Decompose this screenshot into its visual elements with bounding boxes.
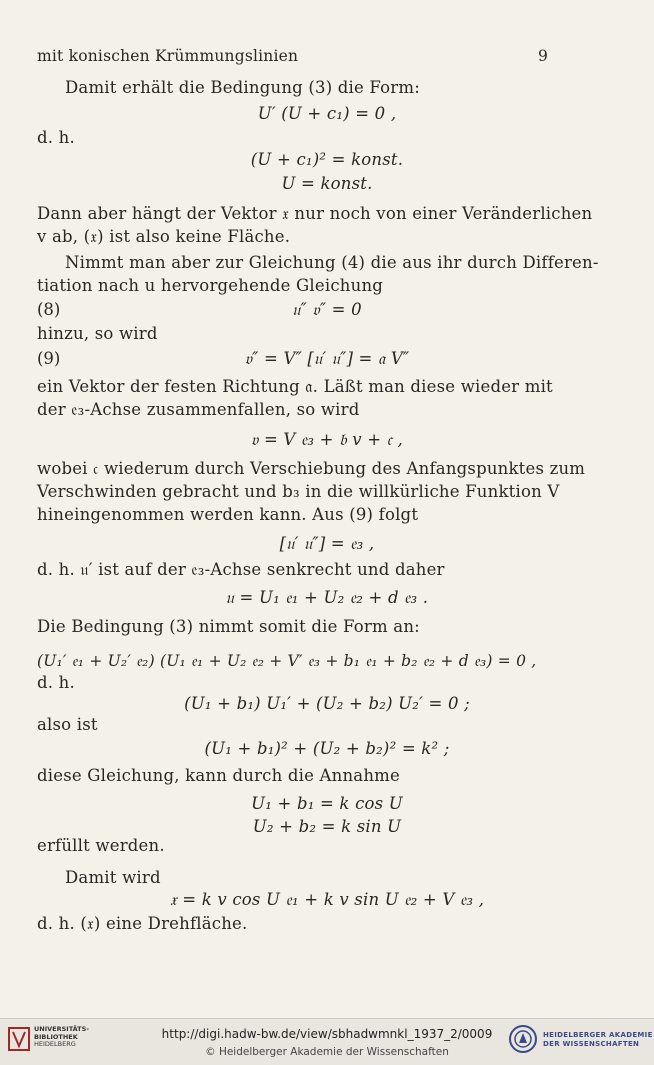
- equation-number: (9): [37, 349, 61, 368]
- equation: (U + c₁)² = konst.: [250, 150, 404, 169]
- text-line: erfüllt werden.: [37, 836, 165, 855]
- equation: U₁ + b₁ = k cos U: [251, 794, 403, 813]
- equation-number: (8): [37, 300, 61, 319]
- text-line: Verschwinden gebracht und b₃ in die willkürliche Funktion V: [37, 482, 560, 501]
- text-line: Nimmt man aber zur Gleichung (4) die aus ihr durch Differen-: [65, 253, 599, 272]
- text-line: hinzu, so wird: [37, 324, 158, 343]
- text-line: diese Gleichung, kann durch die Annahme: [37, 766, 400, 785]
- equation: U₂ + b₂ = k sin U: [252, 817, 402, 836]
- text-line: d. h.: [37, 128, 75, 147]
- copyright-notice: © Heidelberger Akademie der Wissenschaften: [205, 1046, 449, 1058]
- text-line: Dann aber hängt der Vektor 𝔵 nur noch von einer Veränderlichen: [37, 204, 593, 223]
- text-line: ein Vektor der festen Richtung 𝔞. Läßt man diese wieder mit: [37, 377, 553, 396]
- text-line: tiation nach u hervorgehende Gleichung: [37, 276, 384, 295]
- text-line: wobei 𝔠 wiederum durch Verschiebung des Anfangspunktes zum: [37, 459, 586, 478]
- text-line: der 𝔢₃-Achse zusammenfallen, so wird: [37, 400, 360, 419]
- text-line: d. h.: [37, 673, 75, 692]
- text-line: also ist: [37, 715, 98, 734]
- text-line: Damit erhält die Bedingung (3) die Form:: [65, 78, 420, 97]
- text-line: hineingenommen werden kann. Aus (9) folgt: [37, 505, 419, 524]
- equation: 𝔳″ = V″ [𝔲′ 𝔲″] = 𝔞 V″: [244, 349, 410, 368]
- equation: 𝔲″ 𝔳″ = 0: [292, 300, 362, 319]
- university-library-name: UNIVERSITÄTS- BIBLIOTHEK HEIDELBERG: [34, 1025, 89, 1048]
- text-line: Die Bedingung (3) nimmt somit die Form an:: [37, 617, 420, 636]
- academy-name: HEIDELBERGER AKADEMIE DER WISSENSCHAFTEN: [543, 1031, 653, 1048]
- text-line: v ab, (𝔵) ist also keine Fläche.: [37, 227, 291, 246]
- equation: [𝔲′ 𝔲″] = 𝔢₃ ,: [279, 534, 375, 553]
- page-number: 9: [538, 47, 549, 65]
- equation: U = konst.: [281, 174, 373, 193]
- text-line: d. h. 𝔲′ ist auf der 𝔢₃-Achse senkrecht und daher: [37, 560, 445, 579]
- text-line: d. h. (𝔵) eine Drehfläche.: [37, 914, 248, 933]
- equation: (U₁ + b₁) U₁′ + (U₂ + b₂) U₂′ = 0 ;: [184, 694, 470, 713]
- equation: U′ (U + c₁) = 0 ,: [257, 104, 397, 123]
- equation: 𝔲 = U₁ 𝔢₁ + U₂ 𝔢₂ + d 𝔢₃ .: [225, 588, 429, 607]
- equation: 𝔳 = V 𝔢₃ + 𝔟 v + 𝔠 ,: [251, 430, 403, 449]
- permalink-url[interactable]: http://digi.hadw-bw.de/view/sbhadwmnkl_1937_2/0009: [161, 1027, 493, 1041]
- academy-seal-icon: [508, 1024, 538, 1054]
- running-title: mit konischen Krümmungslinien: [37, 47, 299, 65]
- text-line: Damit wird: [65, 868, 161, 887]
- equation: (U₁′ 𝔢₁ + U₂′ 𝔢₂) (U₁ 𝔢₁ + U₂ 𝔢₂ + V′ 𝔢₃ + b₁ 𝔢₁ + b₂ 𝔢₂ + d 𝔢₃) = 0 ,: [37, 652, 537, 670]
- equation: (U₁ + b₁)² + (U₂ + b₂)² = k² ;: [204, 739, 450, 758]
- equation: 𝔵 = k v cos U 𝔢₁ + k v sin U 𝔢₂ + V 𝔢₃ ,: [169, 890, 485, 909]
